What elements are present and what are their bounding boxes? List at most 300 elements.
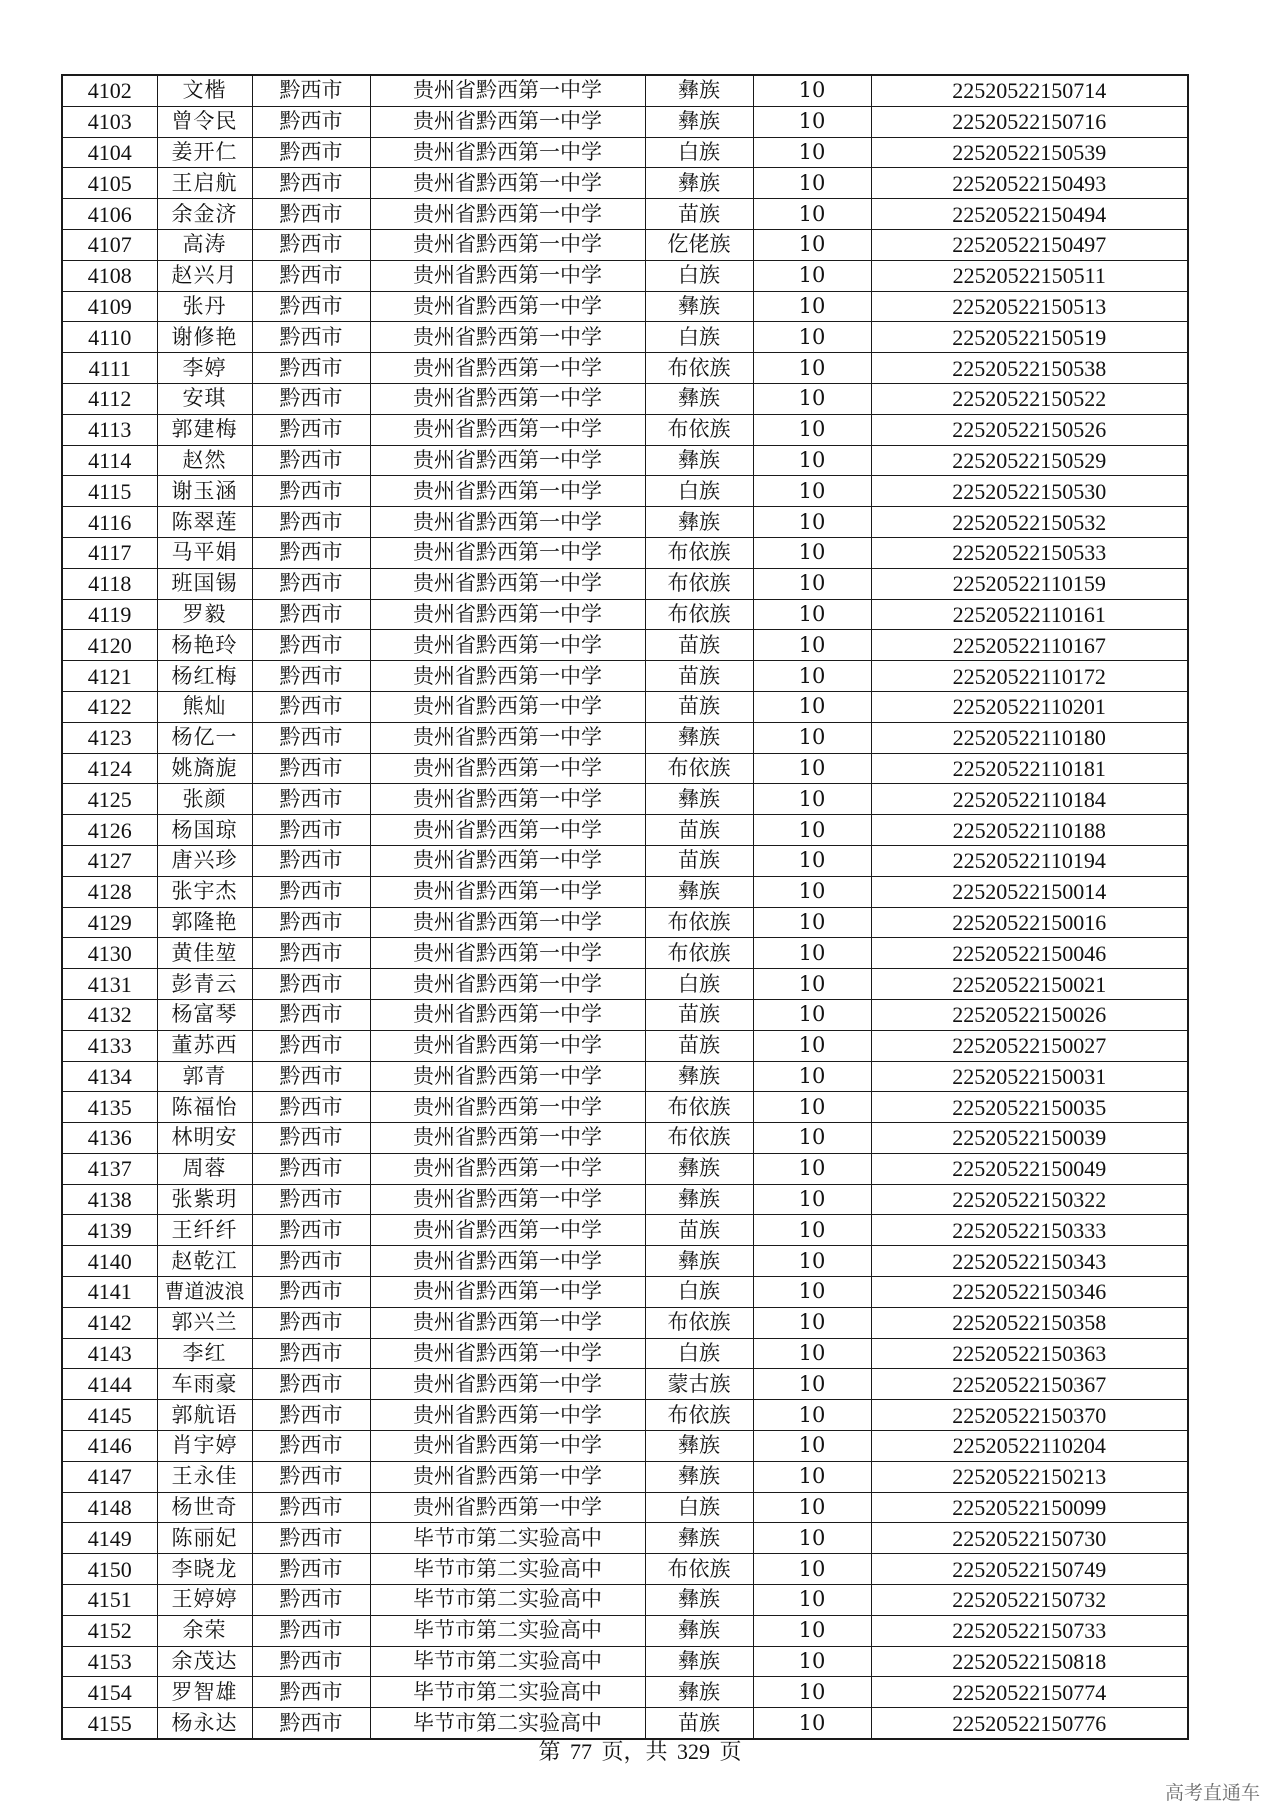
student-name-cell: 郭兴兰: [157, 1307, 252, 1338]
city-cell: 黔西市: [252, 1523, 370, 1554]
ethnicity-cell: 布依族: [645, 353, 753, 384]
ethnicity-cell: 白族: [645, 1277, 753, 1308]
city-cell: 黔西市: [252, 1585, 370, 1616]
row-number-cell: 4153: [62, 1646, 157, 1677]
city-cell: 黔西市: [252, 106, 370, 137]
school-cell: 贵州省黔西第一中学: [370, 1369, 645, 1400]
row-number-cell: 4150: [62, 1554, 157, 1585]
row-number-cell: 4125: [62, 784, 157, 815]
ethnicity-cell: 苗族: [645, 691, 753, 722]
ethnicity-cell: 彝族: [645, 445, 753, 476]
city-cell: 黔西市: [252, 1153, 370, 1184]
school-cell: 贵州省黔西第一中学: [370, 1461, 645, 1492]
ethnicity-cell: 彝族: [645, 507, 753, 538]
ethnicity-cell: 彝族: [645, 1585, 753, 1616]
exam-id-cell: 22520522150046: [871, 938, 1188, 969]
city-cell: 黔西市: [252, 322, 370, 353]
ethnicity-cell: 布依族: [645, 753, 753, 784]
score-cell: 10: [753, 1677, 871, 1708]
table-row: [62, 1246, 1188, 1277]
exam-id-cell: 22520522150493: [871, 168, 1188, 199]
row-number-cell: 4126: [62, 815, 157, 846]
ethnicity-cell: 白族: [645, 260, 753, 291]
row-number-cell: 4140: [62, 1246, 157, 1277]
student-name-cell: 李红: [157, 1338, 252, 1369]
score-cell: 10: [753, 722, 871, 753]
exam-id-cell: 22520522110204: [871, 1431, 1188, 1462]
score-cell: 10: [753, 322, 871, 353]
score-cell: 10: [753, 291, 871, 322]
school-cell: 贵州省黔西第一中学: [370, 383, 645, 414]
row-number-cell: 4112: [62, 383, 157, 414]
table-row: [62, 938, 1188, 969]
row-number-cell: 4145: [62, 1400, 157, 1431]
school-cell: 贵州省黔西第一中学: [370, 476, 645, 507]
table-row: [62, 876, 1188, 907]
score-cell: 10: [753, 537, 871, 568]
table-row: [62, 137, 1188, 168]
exam-id-cell: 22520522110172: [871, 661, 1188, 692]
table-row: [62, 1277, 1188, 1308]
city-cell: 黔西市: [252, 599, 370, 630]
score-cell: 10: [753, 1492, 871, 1523]
table-row: [62, 537, 1188, 568]
city-cell: 黔西市: [252, 938, 370, 969]
row-number-cell: 4135: [62, 1092, 157, 1123]
table-row: [62, 599, 1188, 630]
student-name-cell: 文楷: [157, 75, 252, 106]
exam-id-cell: 22520522150035: [871, 1092, 1188, 1123]
student-name-cell: 王婷婷: [157, 1585, 252, 1616]
row-number-cell: 4106: [62, 199, 157, 230]
row-number-cell: 4113: [62, 414, 157, 445]
school-cell: 贵州省黔西第一中学: [370, 969, 645, 1000]
student-name-cell: 谢修艳: [157, 322, 252, 353]
footer-suffix: 页: [719, 1739, 742, 1764]
table-row: [62, 1030, 1188, 1061]
row-number-cell: 4143: [62, 1338, 157, 1369]
city-cell: 黔西市: [252, 537, 370, 568]
school-cell: 毕节市第二实验高中: [370, 1523, 645, 1554]
ethnicity-cell: 苗族: [645, 845, 753, 876]
school-cell: 贵州省黔西第一中学: [370, 137, 645, 168]
ethnicity-cell: 白族: [645, 322, 753, 353]
ethnicity-cell: 彝族: [645, 1646, 753, 1677]
student-name-cell: 杨富琴: [157, 999, 252, 1030]
student-name-cell: 杨红梅: [157, 661, 252, 692]
ethnicity-cell: 布依族: [645, 1307, 753, 1338]
student-name-cell: 杨永达: [157, 1708, 252, 1739]
city-cell: 黔西市: [252, 168, 370, 199]
exam-id-cell: 22520522150774: [871, 1677, 1188, 1708]
exam-id-cell: 22520522150026: [871, 999, 1188, 1030]
score-cell: 10: [753, 476, 871, 507]
city-cell: 黔西市: [252, 1461, 370, 1492]
ethnicity-cell: 苗族: [645, 999, 753, 1030]
ethnicity-cell: 彝族: [645, 1461, 753, 1492]
city-cell: 黔西市: [252, 1338, 370, 1369]
student-name-cell: 郭隆艳: [157, 907, 252, 938]
city-cell: 黔西市: [252, 1215, 370, 1246]
score-cell: 10: [753, 383, 871, 414]
table-row: [62, 1123, 1188, 1154]
ethnicity-cell: 苗族: [645, 199, 753, 230]
row-number-cell: 4137: [62, 1153, 157, 1184]
student-name-cell: 李婷: [157, 353, 252, 384]
city-cell: 黔西市: [252, 445, 370, 476]
city-cell: 黔西市: [252, 568, 370, 599]
school-cell: 贵州省黔西第一中学: [370, 568, 645, 599]
student-name-cell: 周蓉: [157, 1153, 252, 1184]
score-cell: 10: [753, 199, 871, 230]
student-name-cell: 董苏西: [157, 1030, 252, 1061]
footer-page-number: 77: [569, 1739, 592, 1764]
city-cell: 黔西市: [252, 199, 370, 230]
school-cell: 贵州省黔西第一中学: [370, 599, 645, 630]
roster-body: [62, 75, 1188, 1739]
ethnicity-cell: 布依族: [645, 1123, 753, 1154]
table-row: [62, 1184, 1188, 1215]
school-cell: 贵州省黔西第一中学: [370, 1277, 645, 1308]
exam-id-cell: 22520522150027: [871, 1030, 1188, 1061]
school-cell: 贵州省黔西第一中学: [370, 291, 645, 322]
exam-id-cell: 22520522150818: [871, 1646, 1188, 1677]
ethnicity-cell: 布依族: [645, 1554, 753, 1585]
exam-id-cell: 22520522150526: [871, 414, 1188, 445]
score-cell: 10: [753, 1030, 871, 1061]
table-row: [62, 1554, 1188, 1585]
table-row: [62, 1338, 1188, 1369]
city-cell: 黔西市: [252, 630, 370, 661]
score-cell: 10: [753, 1646, 871, 1677]
student-name-cell: 彭青云: [157, 969, 252, 1000]
row-number-cell: 4123: [62, 722, 157, 753]
table-row: [62, 661, 1188, 692]
school-cell: 毕节市第二实验高中: [370, 1585, 645, 1616]
row-number-cell: 4107: [62, 229, 157, 260]
student-name-cell: 曹道波浪: [157, 1277, 252, 1308]
school-cell: 贵州省黔西第一中学: [370, 1123, 645, 1154]
table-row: [62, 691, 1188, 722]
row-number-cell: 4152: [62, 1615, 157, 1646]
exam-id-cell: 22520522150016: [871, 907, 1188, 938]
student-name-cell: 罗智雄: [157, 1677, 252, 1708]
student-name-cell: 姜开仁: [157, 137, 252, 168]
table-row: [62, 907, 1188, 938]
score-cell: 10: [753, 1369, 871, 1400]
exam-id-cell: 22520522150519: [871, 322, 1188, 353]
score-cell: 10: [753, 691, 871, 722]
score-cell: 10: [753, 1708, 871, 1739]
ethnicity-cell: 布依族: [645, 568, 753, 599]
row-number-cell: 4147: [62, 1461, 157, 1492]
student-name-cell: 熊灿: [157, 691, 252, 722]
city-cell: 黔西市: [252, 784, 370, 815]
table-row: [62, 784, 1188, 815]
row-number-cell: 4111: [62, 353, 157, 384]
student-name-cell: 李晓龙: [157, 1554, 252, 1585]
exam-id-cell: 22520522150494: [871, 199, 1188, 230]
school-cell: 贵州省黔西第一中学: [370, 1492, 645, 1523]
city-cell: 黔西市: [252, 691, 370, 722]
table-row: [62, 1523, 1188, 1554]
school-cell: 贵州省黔西第一中学: [370, 1092, 645, 1123]
exam-id-cell: 22520522150776: [871, 1708, 1188, 1739]
school-cell: 贵州省黔西第一中学: [370, 1400, 645, 1431]
score-cell: 10: [753, 568, 871, 599]
city-cell: 黔西市: [252, 291, 370, 322]
exam-id-cell: 22520522150049: [871, 1153, 1188, 1184]
table-row: [62, 568, 1188, 599]
student-name-cell: 张颜: [157, 784, 252, 815]
exam-id-cell: 22520522150733: [871, 1615, 1188, 1646]
ethnicity-cell: 苗族: [645, 661, 753, 692]
school-cell: 贵州省黔西第一中学: [370, 414, 645, 445]
row-number-cell: 4149: [62, 1523, 157, 1554]
score-cell: 10: [753, 1338, 871, 1369]
table-row: [62, 1153, 1188, 1184]
ethnicity-cell: 苗族: [645, 630, 753, 661]
city-cell: 黔西市: [252, 507, 370, 538]
ethnicity-cell: 彝族: [645, 75, 753, 106]
score-cell: 10: [753, 1246, 871, 1277]
school-cell: 贵州省黔西第一中学: [370, 907, 645, 938]
watermark: 高考直通车: [1164, 1782, 1260, 1804]
row-number-cell: 4146: [62, 1431, 157, 1462]
exam-id-cell: 22520522150014: [871, 876, 1188, 907]
ethnicity-cell: 仡佬族: [645, 229, 753, 260]
exam-id-cell: 22520522110194: [871, 845, 1188, 876]
row-number-cell: 4109: [62, 291, 157, 322]
student-name-cell: 唐兴珍: [157, 845, 252, 876]
city-cell: 黔西市: [252, 476, 370, 507]
exam-id-cell: 22520522150730: [871, 1523, 1188, 1554]
ethnicity-cell: 苗族: [645, 1030, 753, 1061]
exam-id-cell: 22520522150370: [871, 1400, 1188, 1431]
score-cell: 10: [753, 1092, 871, 1123]
city-cell: 黔西市: [252, 845, 370, 876]
table-row: [62, 168, 1188, 199]
city-cell: 黔西市: [252, 1123, 370, 1154]
row-number-cell: 4142: [62, 1307, 157, 1338]
ethnicity-cell: 彝族: [645, 784, 753, 815]
table-row: [62, 1092, 1188, 1123]
city-cell: 黔西市: [252, 1092, 370, 1123]
student-name-cell: 余金济: [157, 199, 252, 230]
score-cell: 10: [753, 784, 871, 815]
row-number-cell: 4155: [62, 1708, 157, 1739]
score-cell: 10: [753, 353, 871, 384]
city-cell: 黔西市: [252, 353, 370, 384]
city-cell: 黔西市: [252, 1277, 370, 1308]
school-cell: 贵州省黔西第一中学: [370, 784, 645, 815]
table-row: [62, 753, 1188, 784]
score-cell: 10: [753, 1523, 871, 1554]
score-cell: 10: [753, 1123, 871, 1154]
school-cell: 贵州省黔西第一中学: [370, 1030, 645, 1061]
score-cell: 10: [753, 938, 871, 969]
school-cell: 贵州省黔西第一中学: [370, 1184, 645, 1215]
table-row: [62, 383, 1188, 414]
student-name-cell: 姚旖旎: [157, 753, 252, 784]
school-cell: 贵州省黔西第一中学: [370, 1061, 645, 1092]
student-name-cell: 王永佳: [157, 1461, 252, 1492]
ethnicity-cell: 彝族: [645, 1153, 753, 1184]
student-name-cell: 赵乾江: [157, 1246, 252, 1277]
exam-id-cell: 22520522150716: [871, 106, 1188, 137]
row-number-cell: 4108: [62, 260, 157, 291]
table-row: [62, 75, 1188, 106]
student-name-cell: 郭航语: [157, 1400, 252, 1431]
score-cell: 10: [753, 229, 871, 260]
city-cell: 黔西市: [252, 722, 370, 753]
exam-id-cell: 22520522110167: [871, 630, 1188, 661]
student-name-cell: 郭青: [157, 1061, 252, 1092]
student-name-cell: 高涛: [157, 229, 252, 260]
student-name-cell: 马平娟: [157, 537, 252, 568]
city-cell: 黔西市: [252, 1615, 370, 1646]
exam-id-cell: 22520522150533: [871, 537, 1188, 568]
exam-id-cell: 22520522150532: [871, 507, 1188, 538]
score-cell: 10: [753, 969, 871, 1000]
exam-id-cell: 22520522150021: [871, 969, 1188, 1000]
row-number-cell: 4132: [62, 999, 157, 1030]
school-cell: 贵州省黔西第一中学: [370, 815, 645, 846]
school-cell: 贵州省黔西第一中学: [370, 999, 645, 1030]
table-row: [62, 1615, 1188, 1646]
school-cell: 贵州省黔西第一中学: [370, 445, 645, 476]
row-number-cell: 4119: [62, 599, 157, 630]
exam-id-cell: 22520522110159: [871, 568, 1188, 599]
table-row: [62, 1431, 1188, 1462]
table-row: [62, 1461, 1188, 1492]
city-cell: 黔西市: [252, 969, 370, 1000]
city-cell: 黔西市: [252, 1030, 370, 1061]
row-number-cell: 4138: [62, 1184, 157, 1215]
city-cell: 黔西市: [252, 75, 370, 106]
exam-id-cell: 22520522110201: [871, 691, 1188, 722]
school-cell: 贵州省黔西第一中学: [370, 1215, 645, 1246]
exam-id-cell: 22520522150322: [871, 1184, 1188, 1215]
row-number-cell: 4105: [62, 168, 157, 199]
table-row: [62, 1369, 1188, 1400]
row-number-cell: 4154: [62, 1677, 157, 1708]
school-cell: 贵州省黔西第一中学: [370, 75, 645, 106]
ethnicity-cell: 彝族: [645, 106, 753, 137]
score-cell: 10: [753, 1615, 871, 1646]
score-cell: 10: [753, 815, 871, 846]
school-cell: 贵州省黔西第一中学: [370, 537, 645, 568]
school-cell: 贵州省黔西第一中学: [370, 876, 645, 907]
row-number-cell: 4103: [62, 106, 157, 137]
city-cell: 黔西市: [252, 1061, 370, 1092]
city-cell: 黔西市: [252, 1646, 370, 1677]
row-number-cell: 4127: [62, 845, 157, 876]
school-cell: 贵州省黔西第一中学: [370, 168, 645, 199]
exam-id-cell: 22520522150511: [871, 260, 1188, 291]
footer-mid: 页，共: [601, 1739, 668, 1764]
school-cell: 毕节市第二实验高中: [370, 1554, 645, 1585]
exam-id-cell: 22520522150213: [871, 1461, 1188, 1492]
ethnicity-cell: 彝族: [645, 1061, 753, 1092]
ethnicity-cell: 布依族: [645, 907, 753, 938]
student-name-cell: 杨国琼: [157, 815, 252, 846]
school-cell: 毕节市第二实验高中: [370, 1677, 645, 1708]
city-cell: 黔西市: [252, 1400, 370, 1431]
row-number-cell: 4122: [62, 691, 157, 722]
score-cell: 10: [753, 1184, 871, 1215]
row-number-cell: 4144: [62, 1369, 157, 1400]
footer-total-pages: 329: [677, 1739, 710, 1764]
table-row: [62, 999, 1188, 1030]
exam-id-cell: 22520522150346: [871, 1277, 1188, 1308]
table-row: [62, 353, 1188, 384]
table-row: [62, 722, 1188, 753]
ethnicity-cell: 彝族: [645, 1246, 753, 1277]
school-cell: 贵州省黔西第一中学: [370, 630, 645, 661]
ethnicity-cell: 彝族: [645, 722, 753, 753]
exam-id-cell: 22520522150529: [871, 445, 1188, 476]
school-cell: 贵州省黔西第一中学: [370, 661, 645, 692]
city-cell: 黔西市: [252, 876, 370, 907]
ethnicity-cell: 彝族: [645, 1523, 753, 1554]
table-row: [62, 1400, 1188, 1431]
exam-id-cell: 22520522150031: [871, 1061, 1188, 1092]
exam-id-cell: 22520522150539: [871, 137, 1188, 168]
ethnicity-cell: 彝族: [645, 168, 753, 199]
row-number-cell: 4110: [62, 322, 157, 353]
ethnicity-cell: 布依族: [645, 537, 753, 568]
row-number-cell: 4141: [62, 1277, 157, 1308]
table-row: [62, 630, 1188, 661]
ethnicity-cell: 布依族: [645, 1092, 753, 1123]
city-cell: 黔西市: [252, 753, 370, 784]
score-cell: 10: [753, 599, 871, 630]
row-number-cell: 4134: [62, 1061, 157, 1092]
school-cell: 贵州省黔西第一中学: [370, 1338, 645, 1369]
student-name-cell: 曾令民: [157, 106, 252, 137]
school-cell: 贵州省黔西第一中学: [370, 229, 645, 260]
exam-id-cell: 22520522110180: [871, 722, 1188, 753]
row-number-cell: 4139: [62, 1215, 157, 1246]
score-cell: 10: [753, 1277, 871, 1308]
student-name-cell: 张宇杰: [157, 876, 252, 907]
city-cell: 黔西市: [252, 229, 370, 260]
student-name-cell: 林明安: [157, 1123, 252, 1154]
score-cell: 10: [753, 753, 871, 784]
school-cell: 贵州省黔西第一中学: [370, 1431, 645, 1462]
exam-id-cell: 22520522150513: [871, 291, 1188, 322]
roster-table: [61, 74, 1189, 1740]
school-cell: 贵州省黔西第一中学: [370, 1307, 645, 1338]
row-number-cell: 4131: [62, 969, 157, 1000]
row-number-cell: 4151: [62, 1585, 157, 1616]
exam-id-cell: 22520522150714: [871, 75, 1188, 106]
exam-id-cell: 22520522150732: [871, 1585, 1188, 1616]
score-cell: 10: [753, 137, 871, 168]
city-cell: 黔西市: [252, 1431, 370, 1462]
exam-id-cell: 22520522150367: [871, 1369, 1188, 1400]
score-cell: 10: [753, 1585, 871, 1616]
row-number-cell: 4116: [62, 507, 157, 538]
table-row: [62, 1307, 1188, 1338]
city-cell: 黔西市: [252, 1708, 370, 1739]
table-row: [62, 845, 1188, 876]
ethnicity-cell: 彝族: [645, 1615, 753, 1646]
exam-id-cell: 22520522150343: [871, 1246, 1188, 1277]
score-cell: 10: [753, 75, 871, 106]
score-cell: 10: [753, 876, 871, 907]
